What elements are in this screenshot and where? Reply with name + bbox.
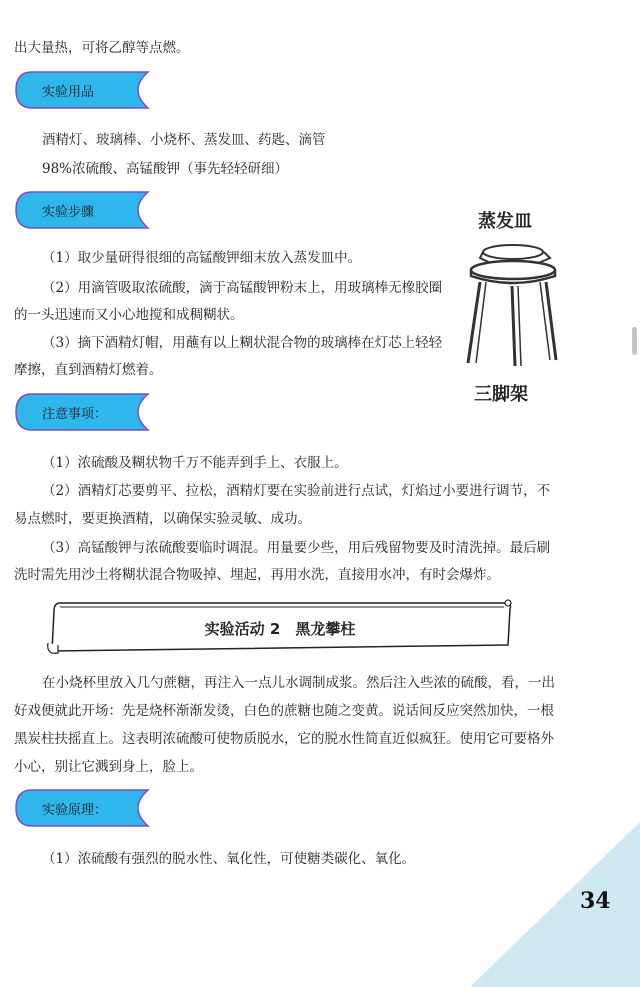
step-2-line-1: （2）用滴管吸取浓硫酸，滴于高锰酸钾粉末上，用玻璃棒无橡胶圈 (42, 280, 443, 296)
scrollbar-thumb[interactable] (632, 327, 637, 355)
activity-paragraph-line-1: 在小烧杯里放入几勺蔗糖，再注入一点儿水调制成浆。然后注入些浓的硫酸，看，一出 (42, 675, 555, 691)
section-tag-label: 实验用品 (42, 85, 95, 100)
step-3-line-1: （3）摘下酒精灯帽，用蘸有以上糊状混合物的玻璃棒在灯芯上轻轻 (42, 335, 443, 351)
section-tag-steps (14, 190, 150, 230)
note-1: （1）浓硫酸及糊状物千万不能弄到手上、衣服上。 (42, 455, 348, 471)
top-text-line: 出大量热，可将乙醇等点燃。 (14, 40, 190, 56)
note-3-line-1: （3）高锰酸钾与浓硫酸要临时调混。用量要少些，用后残留物要及时清洗掉。最后刷 (42, 540, 551, 556)
section-tag-label: 实验步骤 (42, 205, 95, 220)
section-tag-label: 实验原理： (42, 803, 108, 818)
section-tag-notes (14, 392, 150, 432)
activity-paragraph-line-4: 小心，别让它溅到身上，脸上。 (14, 759, 203, 775)
section-tag-principle (14, 788, 150, 828)
note-2-line-1: （2）酒精灯芯要剪平、拉松，酒精灯要在实验前进行点试，灯焰过小要进行调节，不 (42, 483, 551, 499)
principle-1: （1）浓硫酸有强烈的脱水性、氧化性，可使糖类碳化、氧化。 (42, 851, 416, 867)
section-tag-label: 注意事项： (42, 407, 108, 422)
activity-paragraph-line-2: 好戏便就此开场：先是烧杯渐渐发烫，白色的蔗糖也随之变黄。说话间反应突然加快，一根 (14, 703, 554, 719)
activity-paragraph-line-3: 黑炭柱扶摇直上。这表明浓硫酸可使物质脱水，它的脱水性简直近似疯狂。使用它可要格外 (14, 731, 554, 747)
activity-banner (44, 597, 516, 657)
step-2-line-2: 的一头迅速而又小心地搅和成稠糊状。 (14, 307, 244, 323)
materials-line-2: 98%浓硫酸、高锰酸钾（事先轻轻研细） (42, 161, 289, 177)
materials-line-1: 酒精灯、玻璃棒、小烧杯、蒸发皿、药匙、滴管 (42, 132, 326, 148)
section-tag-materials (14, 70, 150, 110)
page-number: 34 (580, 888, 611, 914)
note-2-line-2: 易点燃时，要更换酒精，以确保实验灵敏、成功。 (14, 511, 311, 527)
figure-label-tripod: 三脚架 (474, 384, 528, 405)
figure-label-evaporating-dish: 蒸发皿 (478, 211, 532, 232)
activity-title: 实验活动 2 黑龙攀柱 (204, 620, 356, 638)
step-1: （1）取少量研得很细的高锰酸钾细末放入蒸发皿中。 (42, 250, 362, 266)
tripod-stool-illustration (460, 238, 570, 378)
note-3-line-2: 洗时需先用沙土将糊状混合物吸掉、埋起，再用水洗，直接用水冲，有时会爆炸。 (14, 567, 500, 583)
step-3-line-2: 摩擦，直到酒精灯燃着。 (14, 362, 163, 378)
